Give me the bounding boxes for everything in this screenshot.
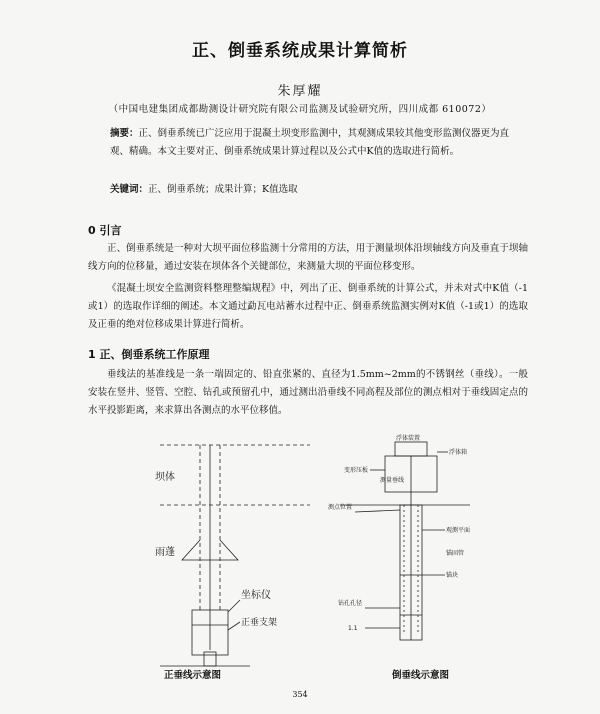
page-number: 354 [292,690,308,699]
label-anchor: 锚块 [446,572,459,579]
label-float-box: 浮体箱 [449,449,468,456]
figure-left-caption: 正垂线示意图 [164,670,222,681]
label-anchor-top: 锚固管 [446,550,465,557]
label-coord-instrument: 坐标仪 [241,590,271,601]
label-dam: 坝体 [155,472,175,483]
abstract [110,125,515,161]
leader-bracket [228,622,240,630]
abstract-label: 摘要： [110,128,139,139]
label-tank: 变形压板 [344,467,369,474]
affiliation: （中国电建集团成都勘测设计研究院有限公司监测及试验研究所，四川成都 610072） [108,104,492,115]
plumb-weight [204,652,216,666]
author: 朱厚耀 [277,84,323,99]
section-0-paragraph-1: 正、倒垂系统是一种对大坝平面位移监测十分常用的方法，用于测量坝体沿坝轴线方向及垂直于坝轴线方向的位移量，通过安装在坝体各个关键部位，来测量大坝的平面位移变形。 [88,243,528,272]
label-pipe: 测量垂线 [380,477,405,484]
section-1-heading: 1 正、倒垂系统工作原理 [88,348,210,361]
label-drill: 钻孔孔径 [338,600,363,607]
label-bracket: 正垂支架 [241,618,278,628]
plumb-line-diagram [160,445,310,666]
leader-coord [228,600,240,612]
figure-diagrams [100,430,520,680]
page-title: 正、倒垂系统成果计算简析 [192,41,408,61]
leader-clamp [355,510,400,512]
figure-right-caption: 倒垂线示意图 [392,670,450,681]
label-clamp: 测点位置 [328,504,353,511]
section-1-paragraph-1: 垂线法的基准线是一条一端固定的、铅直张紧的、直径为1.5mm~2mm的不锈钢丝（垂线）。一般安装在竖井、竖管、空腔、钻孔或预留孔中，通过测出沿垂线不同高程及部位的测点相对于垂线固定点的水平投影距离，来求算出各测点的水平位移值。 [88,369,528,416]
abstract-text: 正、倒垂系统已广泛应用于混凝土坝变形监测中，其观测成果较其他变形监测仪器更为直观、精确。本文主要对正、倒垂系统成果计算过程以及公式中K值的选取进行简析。 [110,128,510,157]
section-0-heading: 0 引言 [88,224,122,237]
keywords [110,181,298,195]
label-float-device: 浮体装置 [396,435,421,442]
keywords-label: 关键词： [110,184,149,195]
label-reading: 观测平面 [446,527,471,534]
label-scale: 1.1 [348,625,358,632]
section-0-paragraph-2: 《混凝土坝安全监测资料整理整编规程》中，列出了正、倒垂系统的计算公式，并未对式中K值（-1或1）的选取作详细的阐述。本文通过勐瓦电站蓄水过程中正、倒垂系统监测实例对K值（-1或1）的选取及正垂的绝对位移成果计算进行简析。 [88,283,528,330]
label-rain-cover: 雨蓬 [155,547,175,558]
float-device [395,442,427,456]
keywords-text: 正、倒垂系统；成果计算；K值选取 [148,184,298,195]
